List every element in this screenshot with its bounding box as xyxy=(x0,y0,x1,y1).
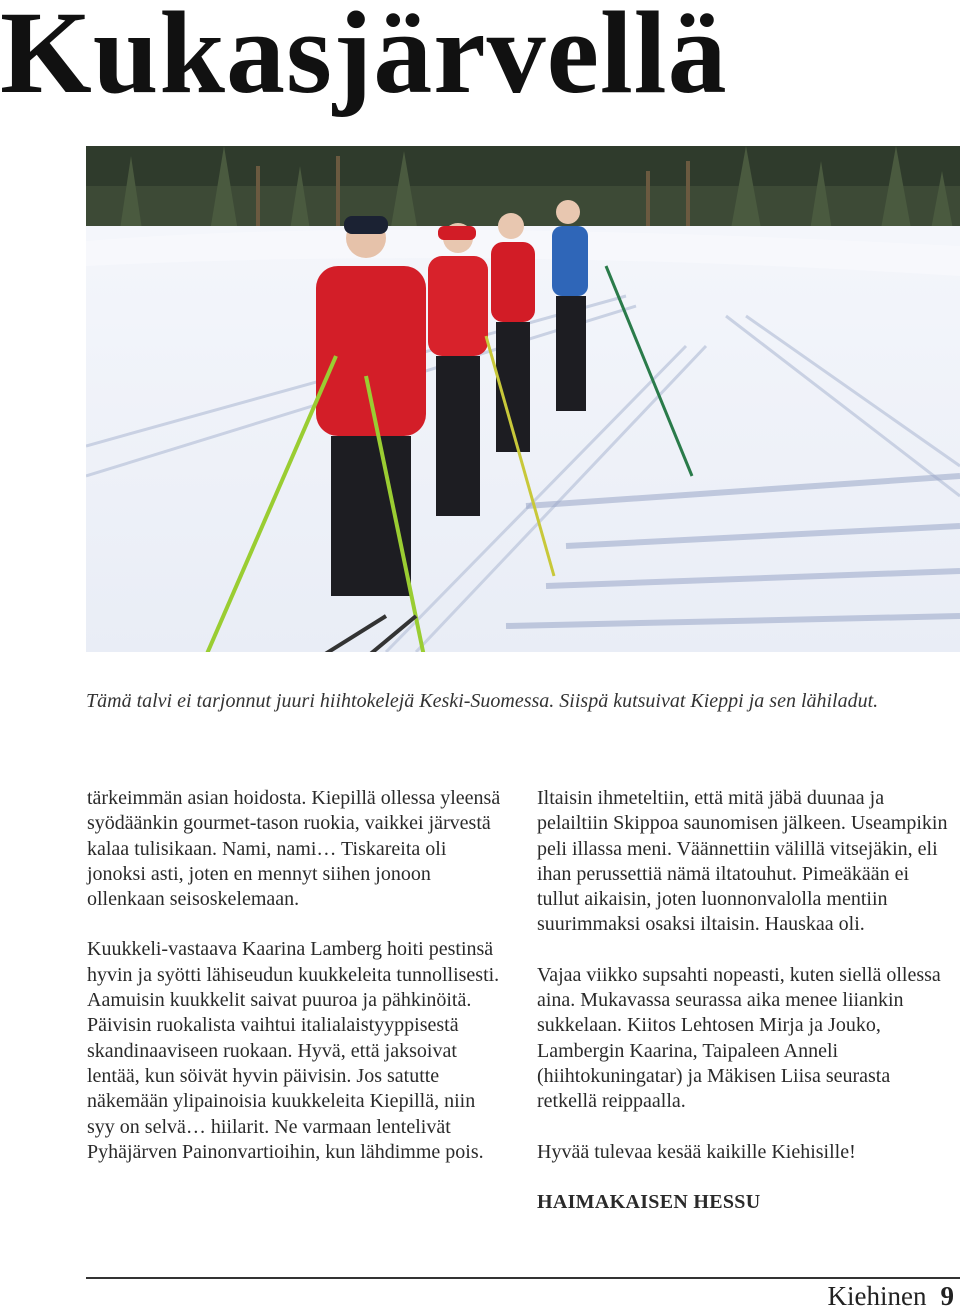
article-left-column xyxy=(87,786,503,1190)
page-number: 9 xyxy=(940,1281,954,1311)
skiers-photo-icon xyxy=(86,146,960,652)
page-footer xyxy=(828,1280,954,1312)
paragraph: tärkeimmän asian hoidosta. Kiepillä ollessa yleensä syödäänkin gourmet-tason ruokia, vaikkei järvestä kalaa tulisikaan. Nami, nami… Tiskareita oli jonoksi asti, joten en mennyt siihen jonoon ollenkaan seisoskelemaan. xyxy=(87,787,501,911)
article-right-column xyxy=(537,786,953,1240)
skiers-photo xyxy=(86,146,960,652)
paragraph: Kuukkeli-vastaava Kaarina Lamberg hoiti pestinsä hyvin ja syötti lähiseudun kuukkeleita tunnollisesti. Aamuisin kuukkelit saivat puuroa ja pähkinöitä. Päivisin ruokalista vaihtui italialaistyyppisestä skandinaaviseen ruokaan. Hyvä, että jaksoivat lentää, kun söivät hyvin päivisin. Jos satutte näkemään ylipainoisia kuukkeleita Kiepillä, niin syy on selvä… hiilarit. Ne varmaan lentelivät Pyhäjärven Painonvartioihin, kun lähdimme pois. xyxy=(87,938,500,1163)
paragraph: Hyvää tulevaa kesää kaikille Kiehisille! xyxy=(537,1140,856,1163)
headline: Kukasjärvellä xyxy=(0,0,728,118)
paragraph: Vajaa viikko supsahti nopeasti, kuten siellä ollessa aina. Mukavassa seurassa aika menee liiankin sukkelaan. Kiitos Lehtosen Mirja ja Jouko, Lambergin Kaarina, Taipaleen Anneli (hiihtokuningatar) ja Mäkisen Liisa seurasta retkellä reippaalla. xyxy=(537,963,941,1113)
photo-caption: Tämä talvi ei tarjonnut juuri hiihtokelejä Keski-Suomessa. Siispä kutsuivat Kieppi ja sen lähiladut. xyxy=(86,690,879,712)
publication-name: Kiehinen xyxy=(827,1281,927,1311)
author-signature: HAIMAKAISEN HESSU xyxy=(537,1190,761,1213)
footer-divider xyxy=(86,1277,960,1279)
paragraph: Iltaisin ihmeteltiin, että mitä jäbä duunaa ja pelailtiin Skippoa saunomisen jälkeen. Useampikin peli illassa meni. Väännettiin välillä vitsejäkin, eli ihan perussettiä nämä iltatouhut. Pimeäkään ei tullut aikaisin, joten luonnonvalolla mentiin suurimmaksi osaksi iltaisin. Hauskaa oli. xyxy=(537,787,948,936)
